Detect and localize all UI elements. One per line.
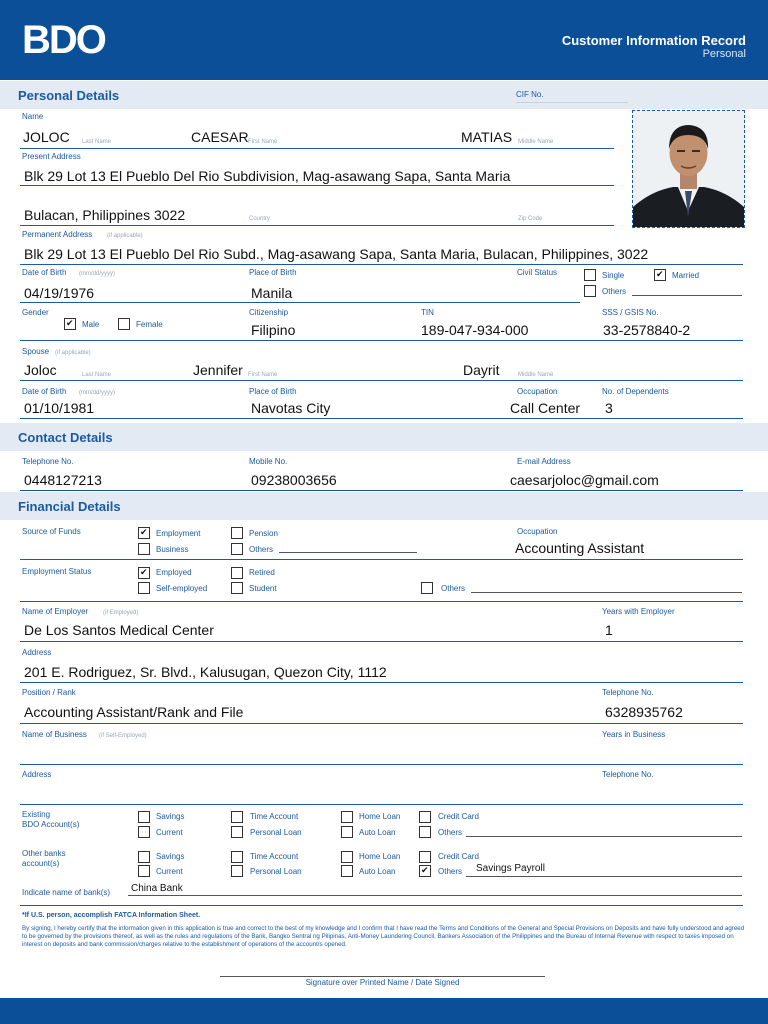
middle-name-value: MATIAS	[461, 129, 513, 145]
other-others-checkbox[interactable]	[419, 865, 431, 877]
other-auto-loan-checkbox[interactable]	[341, 865, 353, 877]
other-savings-label: Savings	[156, 852, 185, 861]
student-checkbox[interactable]	[231, 582, 243, 594]
citizenship-value: Filipino	[251, 322, 296, 338]
dob-value: 04/19/1976	[24, 285, 95, 301]
id-photo	[632, 110, 745, 228]
email-label: E-mail Address	[517, 457, 571, 466]
other-credit-card-checkbox[interactable]	[419, 851, 431, 863]
other-banks-line	[20, 905, 743, 906]
other-personal-loan-label: Personal Loan	[250, 867, 302, 876]
spouse-hint: (if applicable)	[55, 350, 91, 356]
mobile-label: Mobile No.	[249, 457, 288, 466]
name-label: Name	[22, 112, 44, 121]
years-employer-label: Years with Employer	[602, 607, 675, 616]
dependents-label: No. of Dependents	[602, 387, 669, 396]
cif-label: CIF No.	[516, 90, 544, 99]
position-value: Accounting Assistant/Rank and File	[24, 704, 244, 720]
spouse-last-name: Joloc	[24, 362, 57, 378]
business-name-label: Name of Business	[22, 730, 87, 739]
bdo-others-checkbox[interactable]	[419, 826, 431, 838]
employed-label: Employed	[156, 568, 192, 577]
others-status-checkbox[interactable]	[421, 582, 433, 594]
position-label: Position / Rank	[22, 688, 76, 697]
form-subtitle: Personal	[702, 48, 746, 60]
signature-label: Signature over Printed Name / Date Signed	[305, 978, 460, 987]
business-address-line[interactable]	[20, 804, 743, 805]
tin-value: 189-047-934-000	[421, 322, 529, 338]
bdo-personal-loan-checkbox[interactable]	[231, 826, 243, 838]
occupation-value: Accounting Assistant	[515, 540, 645, 556]
other-home-loan-checkbox[interactable]	[341, 851, 353, 863]
other-banks-label-2: account(s)	[22, 859, 60, 868]
present-address-line1: Blk 29 Lot 13 El Pueblo Del Rio Subdivision, Mag-asawang Sapa, Santa Maria	[24, 168, 511, 184]
bdo-others-input[interactable]	[466, 826, 742, 837]
contact-line[interactable]	[20, 490, 743, 491]
years-business-label: Years in Business	[602, 730, 666, 739]
others-funds-checkbox[interactable]	[231, 543, 243, 555]
email-value: caesarjoloc@gmail.com	[510, 472, 659, 488]
employer-phone-value: 6328935762	[605, 704, 683, 720]
bdo-time-account-checkbox[interactable]	[231, 811, 243, 823]
section-contact: Contact Details	[0, 423, 768, 451]
spouse-middle-sublabel: Middle Name	[518, 372, 554, 378]
spouse-occupation-label: Occupation	[517, 387, 558, 396]
spouse-dob-value: 01/10/1981	[24, 400, 95, 416]
bank-name-input[interactable]	[128, 885, 742, 896]
bdo-auto-loan-checkbox[interactable]	[341, 826, 353, 838]
cif-input[interactable]	[516, 102, 628, 103]
spouse-name-line[interactable]	[20, 380, 743, 381]
business-name-hint: (if Self-Employed)	[99, 733, 147, 739]
employment-label: Employment	[156, 529, 201, 538]
male-label: Male	[82, 320, 100, 329]
other-banks-label-1: Other banks	[22, 849, 66, 858]
country-sublabel: Country	[249, 216, 271, 222]
bdo-others-label: Others	[438, 828, 463, 837]
spouse-pob-value: Navotas City	[251, 400, 331, 416]
female-checkbox[interactable]	[118, 318, 130, 330]
form-title: Customer Information Record	[561, 33, 746, 48]
signature-line[interactable]	[220, 976, 545, 977]
gender-label: Gender	[22, 308, 49, 317]
spouse-occupation-value: Call Center	[510, 400, 581, 416]
business-phone-label: Telephone No.	[602, 770, 654, 779]
employer-line[interactable]	[20, 641, 743, 642]
sss-label: SSS / GSIS No.	[602, 308, 659, 317]
present-address-line1-field[interactable]	[20, 185, 614, 186]
employment-checkbox[interactable]	[138, 527, 150, 539]
employer-hint: (if Employed)	[103, 610, 139, 616]
citizenship-label: Citizenship	[249, 308, 289, 317]
spouse-dob-label: Date of Birth	[22, 387, 67, 396]
others-funds-input[interactable]	[279, 542, 417, 553]
first-name-sublabel: First Name	[248, 139, 278, 145]
bdo-auto-loan-label: Auto Loan	[359, 828, 396, 837]
other-personal-loan-checkbox[interactable]	[231, 865, 243, 877]
pension-checkbox[interactable]	[231, 527, 243, 539]
dependents-value: 3	[605, 400, 613, 416]
name-field-line[interactable]	[20, 148, 614, 149]
male-checkbox[interactable]	[64, 318, 76, 330]
telephone-value: 0448127213	[24, 472, 102, 488]
other-current-label: Current	[156, 867, 183, 876]
others-civil-input[interactable]	[632, 285, 742, 296]
spouse-label: Spouse	[22, 347, 50, 356]
other-credit-card-label: Credit Card	[438, 852, 479, 861]
present-address-line2-field[interactable]	[20, 225, 614, 226]
section-personal: Personal Details	[0, 81, 768, 109]
employed-checkbox[interactable]	[138, 567, 150, 579]
retired-label: Retired	[249, 568, 275, 577]
other-home-loan-label: Home Loan	[359, 852, 401, 861]
bank-name-value: China Bank	[131, 883, 183, 894]
footer-bar	[0, 998, 768, 1024]
employer-value: De Los Santos Medical Center	[24, 622, 214, 638]
fatca-note: *If U.S. person, accomplish FATCA Information Sheet.	[22, 912, 201, 919]
others-funds-label: Others	[249, 545, 274, 554]
married-checkbox[interactable]	[654, 269, 666, 281]
single-label: Single	[602, 271, 625, 280]
bdo-current-checkbox[interactable]	[138, 826, 150, 838]
self-employed-label: Self-employed	[156, 584, 208, 593]
employer-address-value: 201 E. Rodriguez, Sr. Blvd., Kalusugan, Quezon City, 1112	[24, 664, 387, 680]
bdo-time-account-label: Time Account	[250, 812, 299, 821]
employer-address-label: Address	[22, 648, 52, 657]
dob-pob-field-line[interactable]	[20, 302, 580, 303]
occupation-label: Occupation	[517, 527, 558, 536]
tin-label: TIN	[421, 308, 434, 317]
civil-status-label: Civil Status	[517, 268, 558, 277]
permanent-address-field[interactable]	[20, 264, 743, 265]
permanent-address-hint: (if applicable)	[107, 233, 143, 239]
existing-accounts-label-1: Existing	[22, 810, 51, 819]
bdo-logo: BDO	[22, 18, 105, 62]
employment-status-line[interactable]	[20, 601, 743, 602]
years-employer-value: 1	[605, 622, 613, 638]
bdo-savings-checkbox[interactable]	[138, 811, 150, 823]
mobile-value: 09238003656	[251, 472, 337, 488]
spouse-details-line[interactable]	[20, 418, 743, 419]
other-current-checkbox[interactable]	[138, 865, 150, 877]
other-others-value: Savings Payroll	[476, 863, 545, 874]
position-line[interactable]	[20, 723, 743, 724]
self-employed-checkbox[interactable]	[138, 582, 150, 594]
business-address-label: Address	[22, 770, 52, 779]
zip-sublabel: Zip Code	[518, 216, 543, 222]
bdo-home-loan-checkbox[interactable]	[341, 811, 353, 823]
single-checkbox[interactable]	[584, 269, 596, 281]
spouse-pob-label: Place of Birth	[249, 387, 297, 396]
bdo-savings-label: Savings	[156, 812, 185, 821]
spouse-last-sublabel: Last Name	[82, 372, 112, 378]
employer-address-line[interactable]	[20, 682, 743, 683]
last-name-sublabel: Last Name	[82, 139, 112, 145]
permanent-address-value: Blk 29 Lot 13 El Pueblo Del Rio Subd., Mag-asawang Sapa, Santa Maria, Bulacan, Philippines, 3022	[24, 246, 649, 262]
other-time-account-label: Time Account	[250, 852, 299, 861]
bdo-current-label: Current	[156, 828, 183, 837]
source-of-funds-label: Source of Funds	[22, 527, 81, 536]
certification-text: By signing, I hereby certify that the information given in this application is true and correct to the best of my knowledge and I confirm that I have read the Terms and Conditions of the General and Special Provisions on Deposits and have fully understood and agreed to be governed by the provisions thereof, as well as the rules and regulations of the Bank, Bangko Sentral ng Pilipinas, Anti-Money Laundering Council, Bankers Association of the Philippines and the Bureau of Internal Revenue with respect to taxes imposed on interest on deposits and bank commission/charges relative to the establishment of operations of the account/s opened.	[22, 925, 745, 948]
permanent-address-label: Permanent Address	[22, 230, 93, 239]
present-address-label: Present Address	[22, 152, 81, 161]
pob-label: Place of Birth	[249, 268, 297, 277]
source-funds-line[interactable]	[20, 559, 743, 560]
present-address-line2: Bulacan, Philippines 3022	[24, 207, 186, 223]
sss-value: 33-2578840-2	[603, 322, 691, 338]
pension-label: Pension	[249, 529, 278, 538]
business-checkbox[interactable]	[138, 543, 150, 555]
section-financial: Financial Details	[0, 492, 768, 520]
female-label: Female	[136, 320, 163, 329]
spouse-first-sublabel: First Name	[248, 372, 278, 378]
retired-checkbox[interactable]	[231, 567, 243, 579]
indicate-bank-label: Indicate name of bank(s)	[22, 888, 111, 897]
bdo-personal-loan-label: Personal Loan	[250, 828, 302, 837]
married-label: Married	[672, 271, 700, 280]
spouse-dob-hint: (mm/dd/yyyy)	[79, 390, 115, 396]
bdo-home-loan-label: Home Loan	[359, 812, 401, 821]
middle-name-sublabel: Middle Name	[518, 139, 554, 145]
business-label: Business	[156, 545, 189, 554]
employment-status-label: Employment Status	[22, 567, 92, 576]
telephone-label: Telephone No.	[22, 457, 74, 466]
others-status-label: Others	[441, 584, 466, 593]
others-civil-checkbox[interactable]	[584, 285, 596, 297]
first-name-value: CAESAR	[191, 129, 249, 145]
dob-hint: (mm/dd/yyyy)	[79, 271, 115, 277]
last-name-value: JOLOC	[23, 129, 70, 145]
employer-phone-label: Telephone No.	[602, 688, 654, 697]
other-savings-checkbox[interactable]	[138, 851, 150, 863]
spouse-first-name: Jennifer	[193, 362, 243, 378]
pob-value: Manila	[251, 285, 293, 301]
spouse-middle-name: Dayrit	[463, 362, 500, 378]
others-status-input[interactable]	[471, 582, 742, 593]
employer-label: Name of Employer	[22, 607, 89, 616]
other-others-label: Others	[438, 867, 463, 876]
business-name-line[interactable]	[20, 764, 743, 765]
other-time-account-checkbox[interactable]	[231, 851, 243, 863]
others-civil-label: Others	[602, 287, 627, 296]
other-auto-loan-label: Auto Loan	[359, 867, 396, 876]
bdo-credit-card-label: Credit Card	[438, 812, 479, 821]
bdo-credit-card-checkbox[interactable]	[419, 811, 431, 823]
gender-row-line[interactable]	[20, 340, 743, 341]
student-label: Student	[249, 584, 277, 593]
existing-accounts-label-2: BDO Account(s)	[22, 820, 80, 829]
dob-label: Date of Birth	[22, 268, 67, 277]
